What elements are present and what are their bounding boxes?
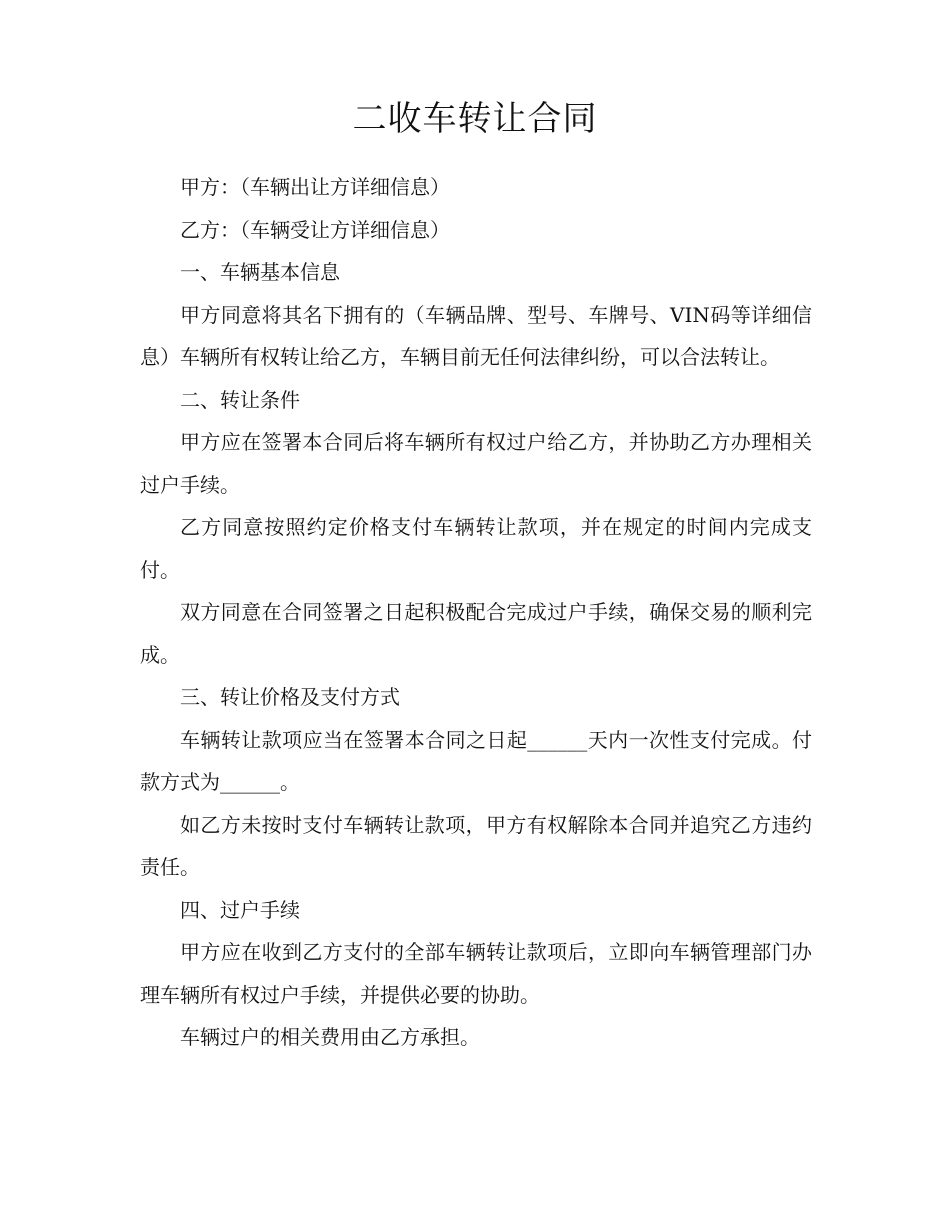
paragraph-payment-default: 如乙方未按时支付车辆转让款项，甲方有权解除本合同并追究乙方违约责任。 (140, 812, 812, 879)
party-b-line: 乙方：（车辆受让方详细信息） (180, 217, 450, 242)
paragraph-payment-terms: 车辆转让款项应当在签署本合同之日起______天内一次性支付完成。付款方式为______。 (140, 727, 812, 794)
section-heading-price-payment: 三、转让价格及支付方式 (180, 685, 400, 709)
document-body (140, 166, 812, 1059)
paragraph-transfer-condition-1: 甲方应在签署本合同后将车辆所有权过户给乙方，并协助乙方办理相关过户手续。 (140, 430, 812, 497)
paragraph-transfer-procedure: 甲方应在收到乙方支付的全部车辆转让款项后，立即向车辆管理部门办理车辆所有权过户手续，并提供必要的协助。 (140, 940, 812, 1007)
section-heading-transfer-conditions: 二、转让条件 (180, 387, 300, 412)
paragraph-transfer-condition-2: 乙方同意按照约定价格支付车辆转让款项，并在规定的时间内完成支付。 (140, 515, 812, 582)
party-a-line: 甲方：（车辆出让方详细信息） (180, 175, 450, 199)
paragraph-transfer-condition-3: 双方同意在合同签署之日起积极配合完成过户手续，确保交易的顺利完成。 (140, 600, 812, 667)
section-heading-vehicle-info: 一、车辆基本信息 (180, 260, 340, 284)
paragraph-transfer-fees: 车辆过户的相关费用由乙方承担。 (180, 1025, 480, 1049)
paragraph-vehicle-info: 甲方同意将其名下拥有的（车辆品牌、型号、车牌号、VIN码等详细信息）车辆所有权转让给乙方，车辆目前无任何法律纠纷，可以合法转让。 (140, 302, 812, 369)
document-title: 二收车转让合同 (352, 99, 598, 139)
section-heading-transfer-procedure: 四、过户手续 (180, 897, 300, 922)
